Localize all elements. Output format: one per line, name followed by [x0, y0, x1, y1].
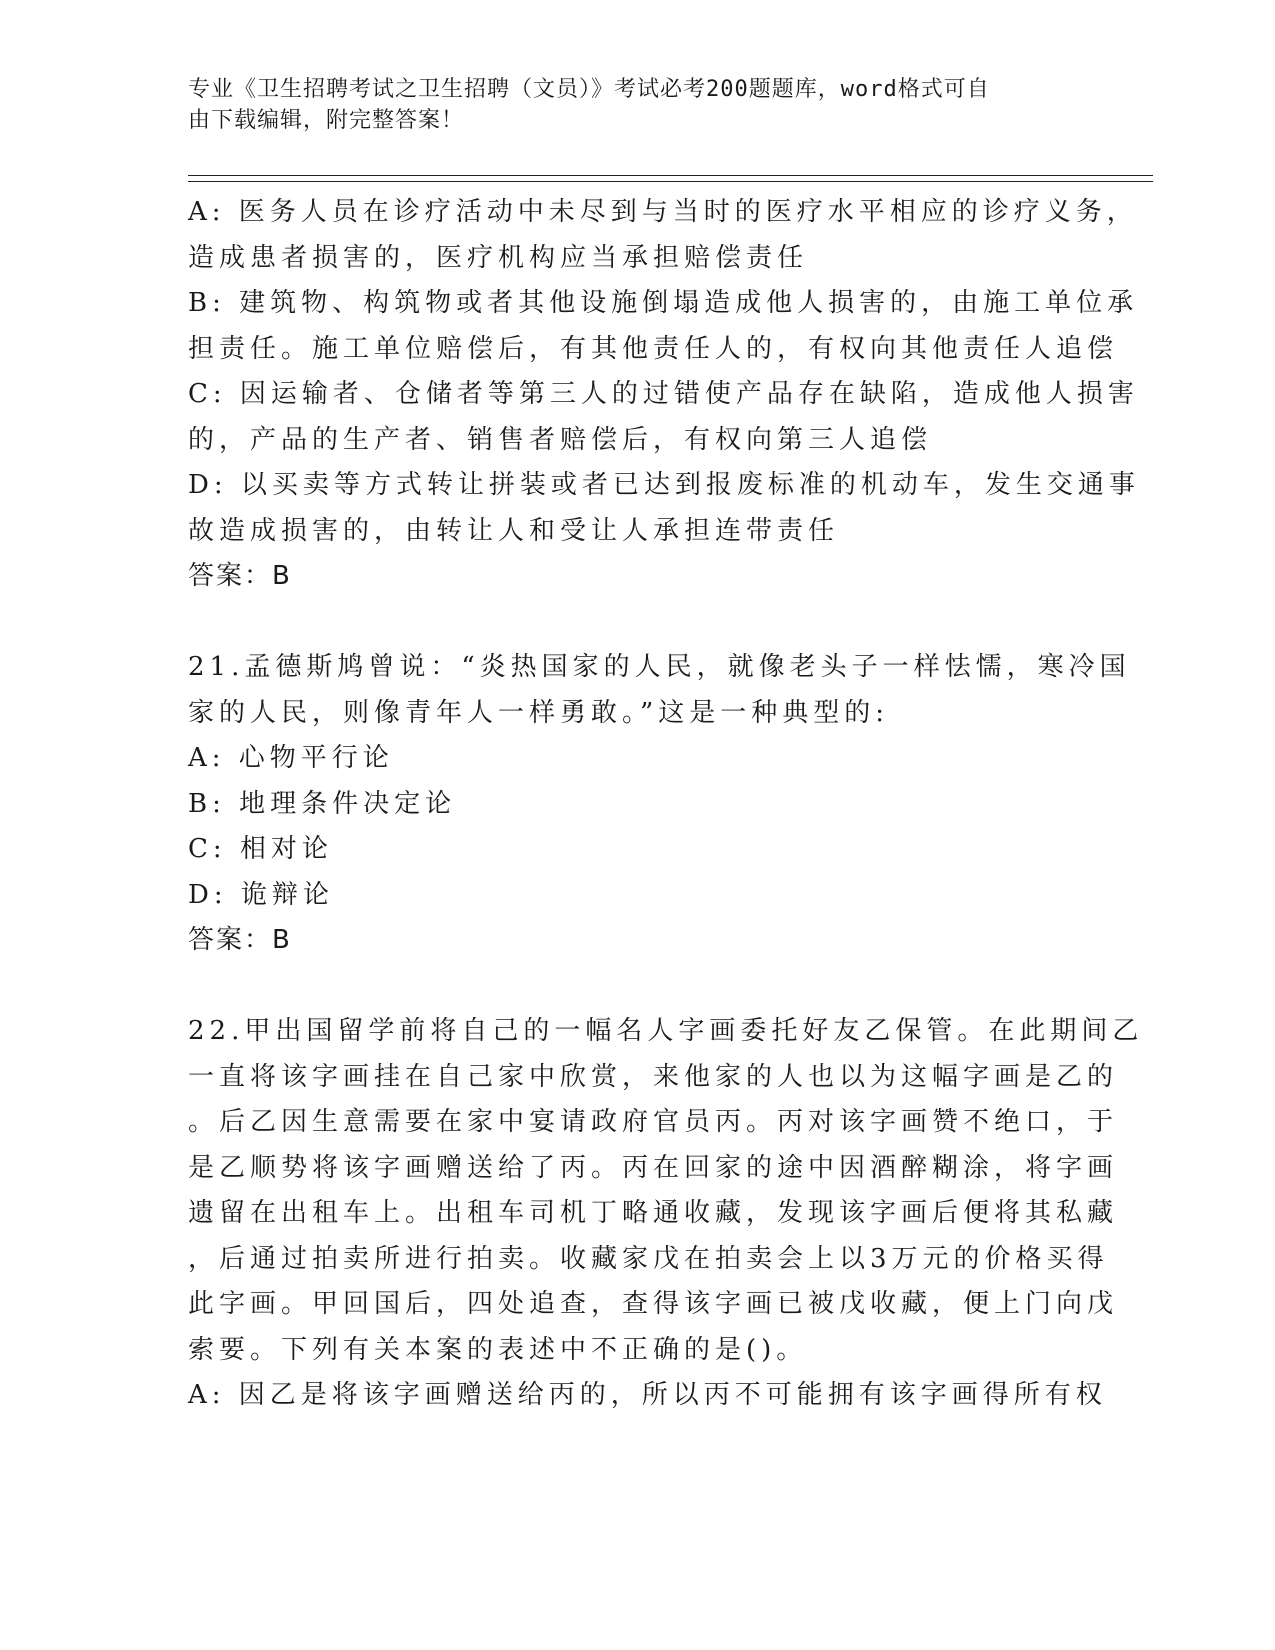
- question-22: [188, 1009, 1144, 1419]
- document-body: [188, 190, 1144, 1419]
- document-header: [188, 74, 1078, 136]
- q22-stem-line-2: 一直将该字画挂在自己家中欣赏，来他家的人也以为这幅字画是乙的: [188, 1061, 1119, 1092]
- q20-option-c-line-2: 的，产品的生产者、销售者赔偿后，有权向第三人追偿: [188, 424, 933, 455]
- q20-option-b-line-1: B: 建筑物、构筑物或者其他设施倒塌造成他人损害的，由施工单位承: [188, 288, 1139, 318]
- q22-stem-line-1: 22.甲出国留学前将自己的一幅名人字画委托好友乙保管。在此期间乙: [188, 1016, 1144, 1046]
- q21-option-b: B: 地理条件决定论: [188, 788, 457, 819]
- q20-option-b-line-2: 担责任。施工单位赔偿后，有其他责任人的，有权向其他责任人追偿: [188, 333, 1119, 364]
- spacer: [188, 964, 1088, 1010]
- q22-stem-line-5: 遗留在出租车上。出租车司机丁略通收藏，发现该字画后便将其私藏: [188, 1198, 1119, 1228]
- q21-option-a: A: 心物平行论: [188, 743, 394, 773]
- header-rule-top: [188, 175, 1153, 176]
- q22-stem-line-8: 索要。下列有关本案的表述中不正确的是()。: [188, 1334, 808, 1365]
- q21-stem-line-2: 家的人民，则像青年人一样勇敢。”这是一种典型的:: [188, 697, 890, 728]
- q21-answer: 答案：B: [188, 925, 292, 955]
- header-line-1: 专业《卫生招聘考试之卫生招聘（文员）》考试必考200题题库，word格式可自: [188, 77, 990, 102]
- q20-option-c-line-1: C: 因运输者、仓储者等第三人的过错使产品存在缺陷，造成他人损害: [188, 379, 1139, 409]
- header-line-2: 由下载编辑，附完整答案！: [188, 108, 465, 133]
- question-21: [188, 645, 1131, 964]
- q22-stem-line-3: 。后乙因生意需要在家中宴请政府官员丙。丙对该字画赞不绝口，于: [188, 1107, 1119, 1137]
- q22-option-a: A: 因乙是将该字画赠送给丙的，所以丙不可能拥有该字画得所有权: [188, 1380, 1107, 1410]
- question-20: [188, 190, 1140, 600]
- header-rule-bottom: [188, 181, 1153, 182]
- q22-stem-line-7: 此字画。甲回国后，四处追查，查得该字画已被戊收藏，便上门向戊: [188, 1289, 1119, 1319]
- q20-option-a-line-2: 造成患者损害的，医疗机构应当承担赔偿责任: [188, 242, 809, 273]
- q22-stem-line-6: ，后通过拍卖所进行拍卖。收藏家戊在拍卖会上以3万元的价格买得: [188, 1243, 1109, 1274]
- q22-stem-line-4: 是乙顺势将该字画赠送给了丙。丙在回家的途中因酒醉糊涂，将字画: [188, 1152, 1119, 1183]
- q21-option-d: D: 诡辩论: [188, 879, 334, 910]
- q20-answer: 答案：B: [188, 561, 292, 591]
- spacer: [188, 600, 1088, 646]
- q20-option-a-line-1: A: 医务人员在诊疗活动中未尽到与当时的医疗水平相应的诊疗义务，: [188, 197, 1138, 227]
- q20-option-d-line-1: D: 以买卖等方式转让拼装或者已达到报废标准的机动车，发生交通事: [188, 470, 1140, 500]
- q21-option-c: C: 相对论: [188, 834, 333, 864]
- q21-stem-line-1: 21.孟德斯鸠曾说：“炎热国家的人民，就像老头子一样怯懦，寒冷国: [188, 652, 1131, 682]
- q20-option-d-line-2: 故造成损害的，由转让人和受让人承担连带责任: [188, 515, 840, 546]
